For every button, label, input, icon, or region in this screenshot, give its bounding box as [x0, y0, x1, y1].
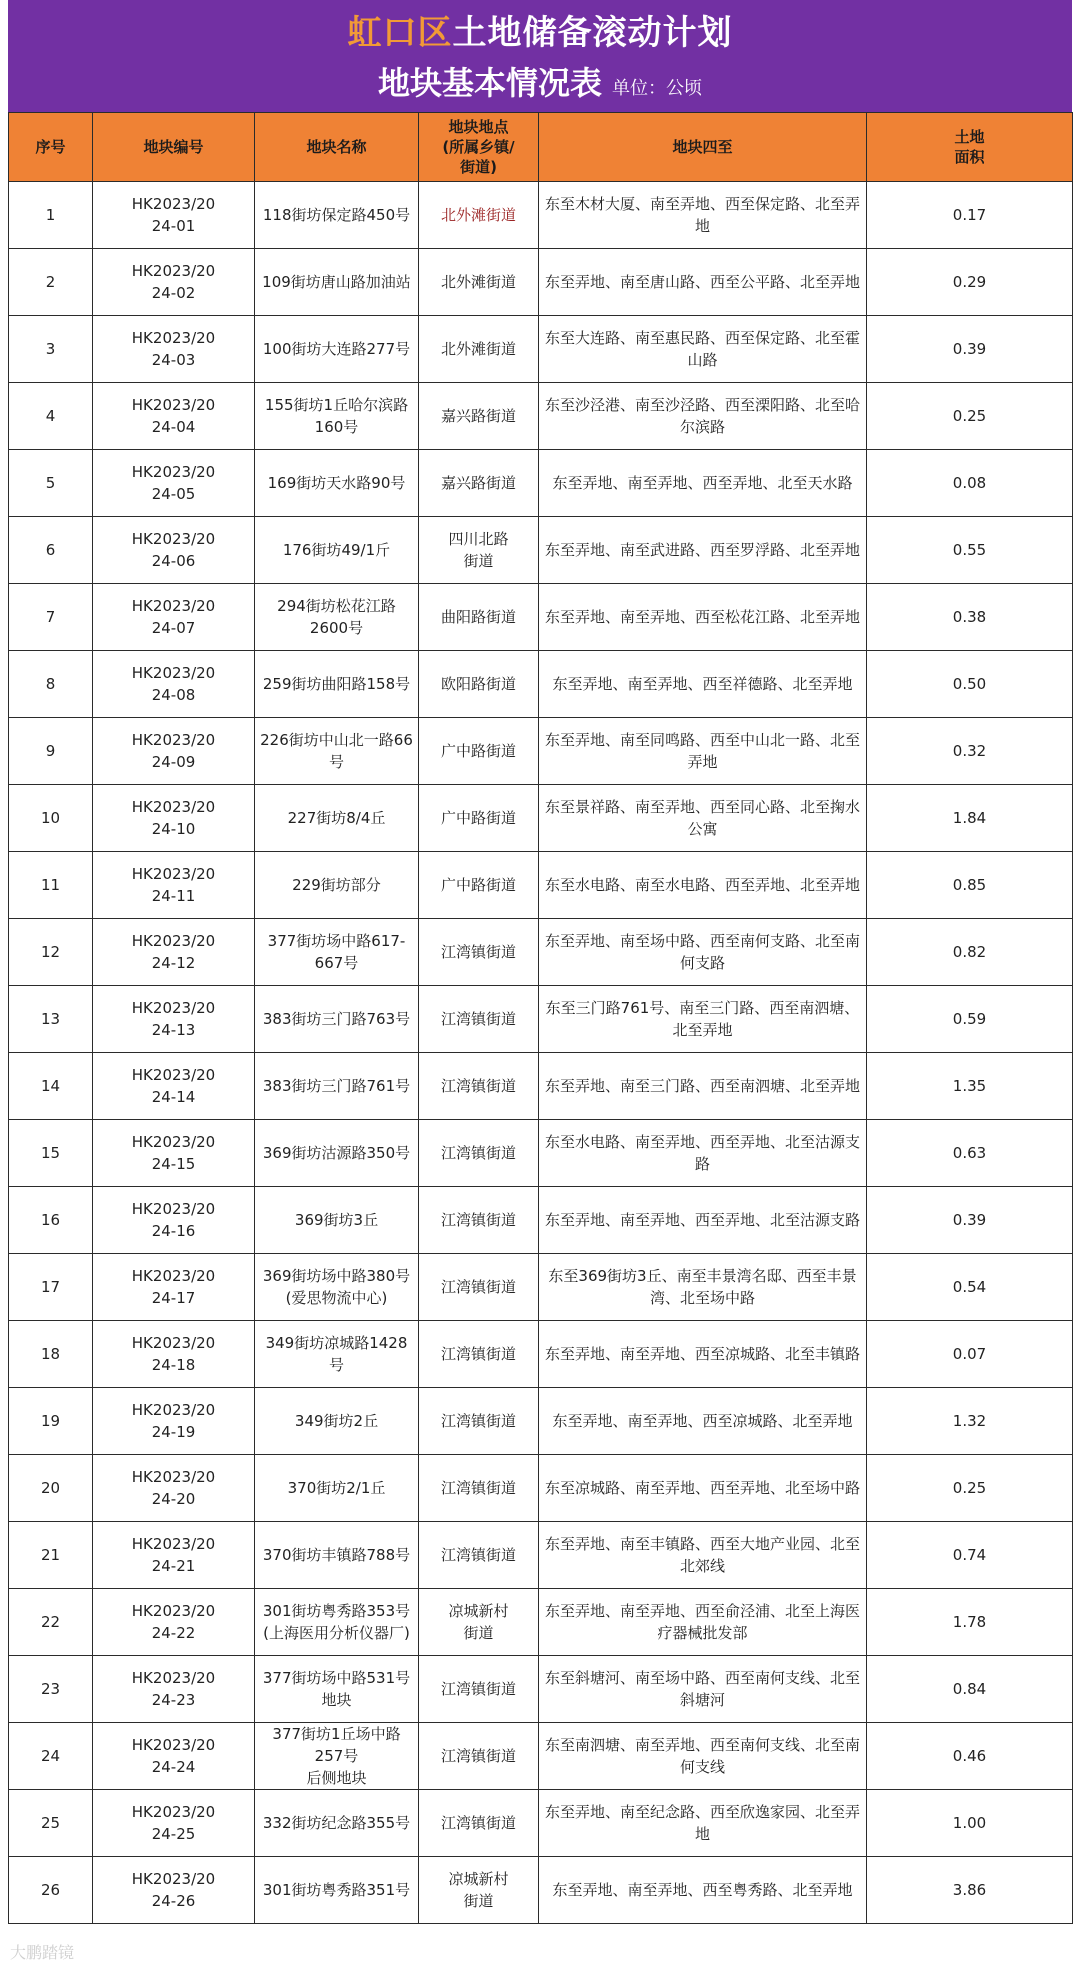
cell-location: 江湾镇街道 [419, 1790, 539, 1857]
cell-seq: 10 [9, 785, 93, 852]
table-body [9, 182, 1073, 1924]
cell-area: 1.32 [867, 1388, 1073, 1455]
cell-seq: 1 [9, 182, 93, 249]
cell-seq: 5 [9, 450, 93, 517]
cell-area: 0.08 [867, 450, 1073, 517]
cell-seq: 17 [9, 1254, 93, 1321]
table-row [9, 1254, 1073, 1321]
cell-name: 229街坊部分 [255, 852, 419, 919]
cell-seq: 8 [9, 651, 93, 718]
cell-code: HK2023/20 24-16 [93, 1187, 255, 1254]
cell-code: HK2023/20 24-14 [93, 1053, 255, 1120]
cell-area: 0.82 [867, 919, 1073, 986]
table-row [9, 1120, 1073, 1187]
table-header [9, 113, 1073, 182]
cell-name: 369街坊场中路380号 (爱思物流中心) [255, 1254, 419, 1321]
cell-code: HK2023/20 24-01 [93, 182, 255, 249]
cell-seq: 23 [9, 1656, 93, 1723]
cell-code: HK2023/20 24-18 [93, 1321, 255, 1388]
cell-location: 江湾镇街道 [419, 1187, 539, 1254]
cell-name: 369街坊3丘 [255, 1187, 419, 1254]
col-header-boundary: 地块四至 [539, 113, 867, 182]
cell-area: 1.84 [867, 785, 1073, 852]
cell-name: 226街坊中山北一路66 号 [255, 718, 419, 785]
cell-seq: 16 [9, 1187, 93, 1254]
cell-code: HK2023/20 24-04 [93, 383, 255, 450]
cell-name: 377街坊1丘场中路 257号 后侧地块 [255, 1723, 419, 1790]
cell-location: 广中路街道 [419, 718, 539, 785]
table-row [9, 1656, 1073, 1723]
cell-area: 0.46 [867, 1723, 1073, 1790]
cell-area: 0.74 [867, 1522, 1073, 1589]
cell-boundary: 东至弄地、南至弄地、西至弄地、北至天水路 [539, 450, 867, 517]
table-row [9, 986, 1073, 1053]
cell-boundary: 东至弄地、南至弄地、西至俞泾浦、北至上海医疗器械批发部 [539, 1589, 867, 1656]
cell-area: 1.78 [867, 1589, 1073, 1656]
cell-area: 3.86 [867, 1857, 1073, 1924]
cell-seq: 7 [9, 584, 93, 651]
cell-area: 0.32 [867, 718, 1073, 785]
cell-location: 江湾镇街道 [419, 1455, 539, 1522]
cell-seq: 18 [9, 1321, 93, 1388]
district-name: 虹口区 [347, 13, 453, 53]
cell-code: HK2023/20 24-03 [93, 316, 255, 383]
cell-location: 江湾镇街道 [419, 919, 539, 986]
cell-area: 0.59 [867, 986, 1073, 1053]
cell-location: 江湾镇街道 [419, 1053, 539, 1120]
page-title [8, 10, 1072, 56]
cell-seq: 26 [9, 1857, 93, 1924]
cell-seq: 21 [9, 1522, 93, 1589]
cell-area: 0.39 [867, 1187, 1073, 1254]
cell-area: 0.25 [867, 383, 1073, 450]
cell-boundary: 东至弄地、南至弄地、西至凉城路、北至丰镇路 [539, 1321, 867, 1388]
cell-name: 176街坊49/1斤 [255, 517, 419, 584]
table-row [9, 1723, 1073, 1790]
watermark-text: 大鹏踏镜 [10, 1943, 75, 1962]
cell-name: 301街坊粤秀路353号 (上海医用分析仪器厂) [255, 1589, 419, 1656]
page-subtitle [8, 60, 1072, 112]
cell-location: 曲阳路街道 [419, 584, 539, 651]
cell-seq: 11 [9, 852, 93, 919]
cell-code: HK2023/20 24-17 [93, 1254, 255, 1321]
table-row [9, 1589, 1073, 1656]
cell-code: HK2023/20 24-23 [93, 1656, 255, 1723]
table-row [9, 852, 1073, 919]
cell-name: 332街坊纪念路355号 [255, 1790, 419, 1857]
cell-seq: 15 [9, 1120, 93, 1187]
table-row [9, 1053, 1073, 1120]
cell-boundary: 东至弄地、南至三门路、西至南泗塘、北至弄地 [539, 1053, 867, 1120]
cell-code: HK2023/20 24-08 [93, 651, 255, 718]
cell-name: 227街坊8/4丘 [255, 785, 419, 852]
cell-seq: 19 [9, 1388, 93, 1455]
cell-seq: 22 [9, 1589, 93, 1656]
cell-area: 0.54 [867, 1254, 1073, 1321]
cell-code: HK2023/20 24-02 [93, 249, 255, 316]
cell-location: 江湾镇街道 [419, 1254, 539, 1321]
cell-location: 广中路街道 [419, 852, 539, 919]
cell-area: 0.29 [867, 249, 1073, 316]
table-row [9, 1321, 1073, 1388]
cell-boundary: 东至南泗塘、南至弄地、西至南何支线、北至南何支线 [539, 1723, 867, 1790]
cell-location: 嘉兴路街道 [419, 450, 539, 517]
cell-code: HK2023/20 24-24 [93, 1723, 255, 1790]
cell-boundary: 东至沙泾港、南至沙泾路、西至溧阳路、北至哈尔滨路 [539, 383, 867, 450]
cell-seq: 14 [9, 1053, 93, 1120]
cell-seq: 12 [9, 919, 93, 986]
cell-location: 江湾镇街道 [419, 1522, 539, 1589]
table-row [9, 919, 1073, 986]
cell-seq: 20 [9, 1455, 93, 1522]
cell-boundary: 东至弄地、南至弄地、西至弄地、北至沽源支路 [539, 1187, 867, 1254]
cell-location: 凉城新村 街道 [419, 1857, 539, 1924]
cell-boundary: 东至弄地、南至弄地、西至祥德路、北至弄地 [539, 651, 867, 718]
table-row [9, 1187, 1073, 1254]
cell-location: 江湾镇街道 [419, 986, 539, 1053]
cell-code: HK2023/20 24-07 [93, 584, 255, 651]
cell-name: 377街坊场中路617- 667号 [255, 919, 419, 986]
cell-location: 江湾镇街道 [419, 1388, 539, 1455]
cell-boundary: 东至三门路761号、南至三门路、西至南泗塘、北至弄地 [539, 986, 867, 1053]
cell-location: 江湾镇街道 [419, 1120, 539, 1187]
cell-seq: 24 [9, 1723, 93, 1790]
cell-seq: 3 [9, 316, 93, 383]
cell-boundary: 东至景祥路、南至弄地、西至同心路、北至掬水公寓 [539, 785, 867, 852]
cell-location: 北外滩街道 [419, 249, 539, 316]
title-text: 土地储备滚动计划 [452, 13, 733, 53]
cell-name: 369街坊沽源路350号 [255, 1120, 419, 1187]
table-row [9, 718, 1073, 785]
cell-area: 0.84 [867, 1656, 1073, 1723]
col-header-code: 地块编号 [93, 113, 255, 182]
cell-seq: 13 [9, 986, 93, 1053]
table-row [9, 1522, 1073, 1589]
cell-name: 169街坊天水路90号 [255, 450, 419, 517]
table-row [9, 651, 1073, 718]
cell-code: HK2023/20 24-26 [93, 1857, 255, 1924]
cell-name: 349街坊凉城路1428 号 [255, 1321, 419, 1388]
table-row [9, 1790, 1073, 1857]
table-row [9, 785, 1073, 852]
table-row [9, 450, 1073, 517]
cell-boundary: 东至水电路、南至弄地、西至弄地、北至沽源支路 [539, 1120, 867, 1187]
cell-code: HK2023/20 24-15 [93, 1120, 255, 1187]
cell-name: 259街坊曲阳路158号 [255, 651, 419, 718]
cell-code: HK2023/20 24-19 [93, 1388, 255, 1455]
cell-name: 109街坊唐山路加油站 [255, 249, 419, 316]
cell-name: 370街坊2/1丘 [255, 1455, 419, 1522]
cell-name: 383街坊三门路761号 [255, 1053, 419, 1120]
col-header-area: 土地 面积 [867, 113, 1073, 182]
cell-code: HK2023/20 24-21 [93, 1522, 255, 1589]
unit-label: 单位：公顷 [612, 78, 702, 99]
cell-area: 0.85 [867, 852, 1073, 919]
cell-name: 370街坊丰镇路788号 [255, 1522, 419, 1589]
cell-location: 欧阳路街道 [419, 651, 539, 718]
cell-code: HK2023/20 24-22 [93, 1589, 255, 1656]
cell-location: 江湾镇街道 [419, 1321, 539, 1388]
cell-code: HK2023/20 24-05 [93, 450, 255, 517]
cell-location: 嘉兴路街道 [419, 383, 539, 450]
cell-location: 凉城新村 街道 [419, 1589, 539, 1656]
cell-name: 118街坊保定路450号 [255, 182, 419, 249]
cell-boundary: 东至弄地、南至同鸣路、西至中山北一路、北至弄地 [539, 718, 867, 785]
cell-boundary: 东至369街坊3丘、南至丰景湾名邸、西至丰景湾、北至场中路 [539, 1254, 867, 1321]
cell-area: 1.00 [867, 1790, 1073, 1857]
col-header-seq: 序号 [9, 113, 93, 182]
cell-boundary: 东至弄地、南至丰镇路、西至大地产业园、北至北郊线 [539, 1522, 867, 1589]
table-row [9, 517, 1073, 584]
cell-code: HK2023/20 24-12 [93, 919, 255, 986]
cell-name: 349街坊2丘 [255, 1388, 419, 1455]
table-row [9, 1857, 1073, 1924]
cell-area: 0.39 [867, 316, 1073, 383]
cell-name: 377街坊场中路531号 地块 [255, 1656, 419, 1723]
subtitle-text: 地块基本情况表 [377, 64, 602, 102]
cell-name: 155街坊1丘哈尔滨路 160号 [255, 383, 419, 450]
cell-area: 0.25 [867, 1455, 1073, 1522]
cell-seq: 25 [9, 1790, 93, 1857]
cell-boundary: 东至弄地、南至场中路、西至南何支路、北至南何支路 [539, 919, 867, 986]
cell-area: 0.55 [867, 517, 1073, 584]
cell-seq: 4 [9, 383, 93, 450]
cell-area: 0.38 [867, 584, 1073, 651]
cell-boundary: 东至弄地、南至弄地、西至凉城路、北至弄地 [539, 1388, 867, 1455]
cell-boundary: 东至大连路、南至惠民路、西至保定路、北至霍山路 [539, 316, 867, 383]
cell-boundary: 东至弄地、南至武进路、西至罗浮路、北至弄地 [539, 517, 867, 584]
cell-area: 0.07 [867, 1321, 1073, 1388]
cell-location: 江湾镇街道 [419, 1656, 539, 1723]
cell-name: 383街坊三门路763号 [255, 986, 419, 1053]
cell-name: 100街坊大连路277号 [255, 316, 419, 383]
land-plot-table [8, 112, 1073, 1924]
cell-area: 1.35 [867, 1053, 1073, 1120]
cell-name: 294街坊松花江路 2600号 [255, 584, 419, 651]
cell-code: HK2023/20 24-11 [93, 852, 255, 919]
cell-boundary: 东至弄地、南至唐山路、西至公平路、北至弄地 [539, 249, 867, 316]
table-row [9, 316, 1073, 383]
cell-location: 江湾镇街道 [419, 1723, 539, 1790]
cell-boundary: 东至弄地、南至弄地、西至粤秀路、北至弄地 [539, 1857, 867, 1924]
cell-seq: 9 [9, 718, 93, 785]
col-header-location: 地块地点 (所属乡镇/ 街道) [419, 113, 539, 182]
cell-location: 北外滩街道 [419, 182, 539, 249]
title-banner [8, 0, 1072, 112]
cell-location: 四川北路 街道 [419, 517, 539, 584]
cell-code: HK2023/20 24-06 [93, 517, 255, 584]
cell-location: 广中路街道 [419, 785, 539, 852]
table-row [9, 249, 1073, 316]
cell-seq: 2 [9, 249, 93, 316]
cell-code: HK2023/20 24-25 [93, 1790, 255, 1857]
cell-code: HK2023/20 24-13 [93, 986, 255, 1053]
cell-seq: 6 [9, 517, 93, 584]
cell-code: HK2023/20 24-10 [93, 785, 255, 852]
table-row [9, 1388, 1073, 1455]
cell-boundary: 东至凉城路、南至弄地、西至弄地、北至场中路 [539, 1455, 867, 1522]
cell-location: 北外滩街道 [419, 316, 539, 383]
cell-code: HK2023/20 24-09 [93, 718, 255, 785]
cell-boundary: 东至弄地、南至弄地、西至松花江路、北至弄地 [539, 584, 867, 651]
cell-boundary: 东至木材大厦、南至弄地、西至保定路、北至弄地 [539, 182, 867, 249]
cell-code: HK2023/20 24-20 [93, 1455, 255, 1522]
cell-boundary: 东至水电路、南至水电路、西至弄地、北至弄地 [539, 852, 867, 919]
table-row [9, 383, 1073, 450]
cell-name: 301街坊粤秀路351号 [255, 1857, 419, 1924]
cell-boundary: 东至斜塘河、南至场中路、西至南何支线、北至斜塘河 [539, 1656, 867, 1723]
table-row [9, 182, 1073, 249]
table-row [9, 1455, 1073, 1522]
col-header-name: 地块名称 [255, 113, 419, 182]
cell-boundary: 东至弄地、南至纪念路、西至欣逸家园、北至弄地 [539, 1790, 867, 1857]
table-row [9, 584, 1073, 651]
cell-area: 0.50 [867, 651, 1073, 718]
header-row [9, 113, 1073, 182]
cell-area: 0.17 [867, 182, 1073, 249]
cell-area: 0.63 [867, 1120, 1073, 1187]
